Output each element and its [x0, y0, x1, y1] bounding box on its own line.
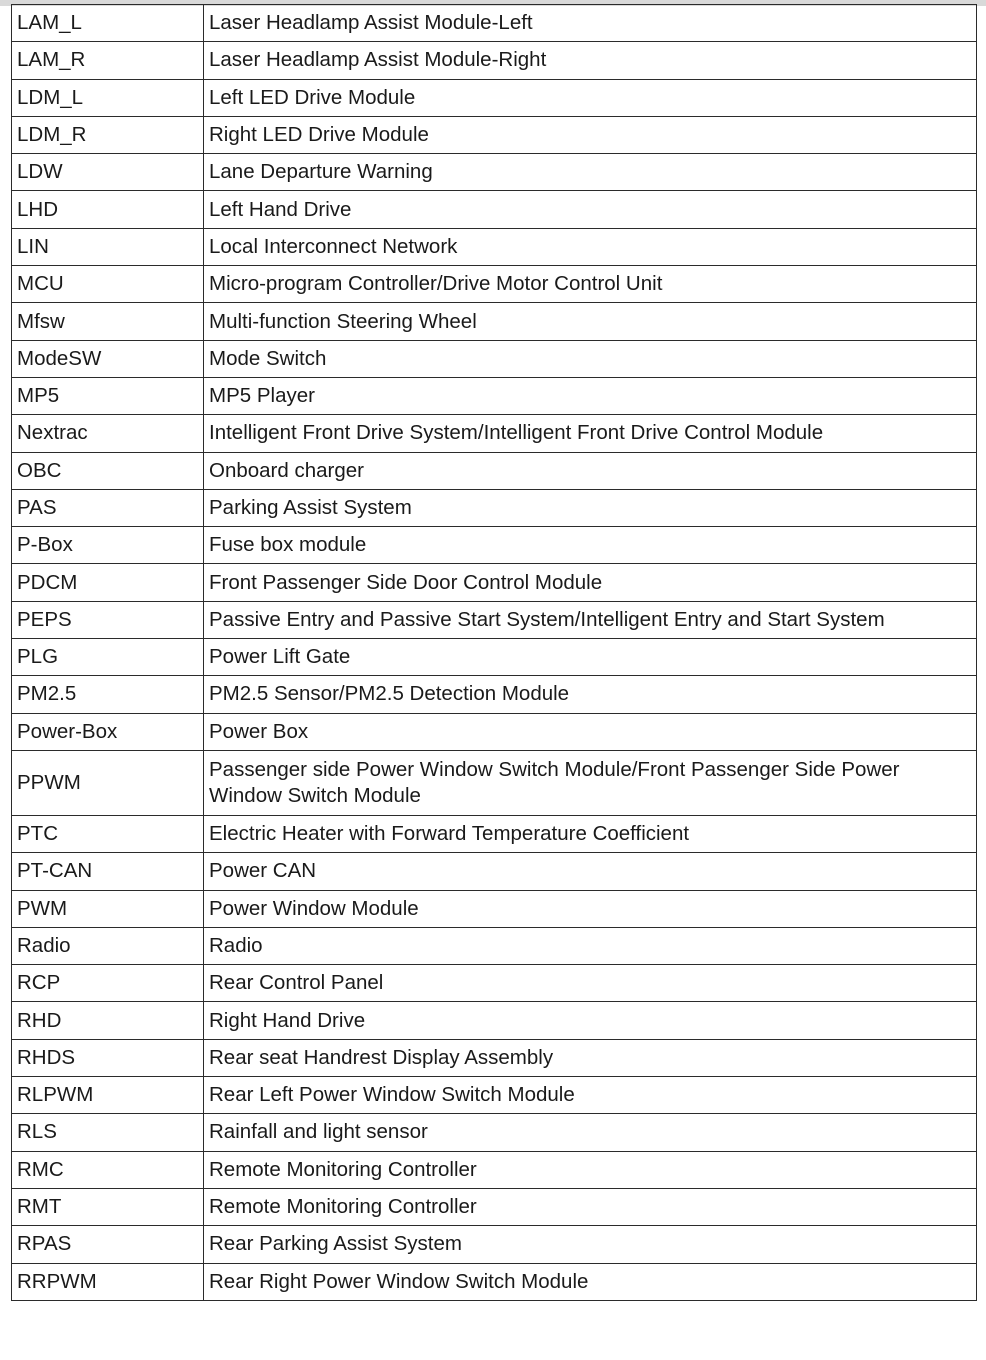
- table-row: [12, 1039, 977, 1076]
- abbreviation-cell: RRPWM: [12, 1263, 204, 1300]
- abbreviation-cell: LHD: [12, 191, 204, 228]
- description-cell: Rear Left Power Window Switch Module: [204, 1077, 977, 1114]
- description-cell: Parking Assist System: [204, 489, 977, 526]
- abbreviation-cell: Radio: [12, 927, 204, 964]
- table-row: [12, 750, 977, 815]
- description-cell: Electric Heater with Forward Temperature Coefficient: [204, 815, 977, 852]
- abbreviation-cell: LAM_R: [12, 42, 204, 79]
- table-row: [12, 303, 977, 340]
- description-cell: Right Hand Drive: [204, 1002, 977, 1039]
- abbreviation-table: [11, 4, 977, 1301]
- description-cell: Power Box: [204, 713, 977, 750]
- description-cell: Rear Parking Assist System: [204, 1226, 977, 1263]
- abbreviation-cell: PPWM: [12, 750, 204, 815]
- description-cell: Onboard charger: [204, 452, 977, 489]
- abbreviation-cell: RMT: [12, 1188, 204, 1225]
- abbreviation-cell: PT-CAN: [12, 853, 204, 890]
- abbreviation-cell: RCP: [12, 965, 204, 1002]
- description-cell: Power CAN: [204, 853, 977, 890]
- abbreviation-cell: RHD: [12, 1002, 204, 1039]
- description-cell: Rear seat Handrest Display Assembly: [204, 1039, 977, 1076]
- abbreviation-cell: RPAS: [12, 1226, 204, 1263]
- description-cell: Local Interconnect Network: [204, 228, 977, 265]
- abbreviation-cell: PEPS: [12, 601, 204, 638]
- table-row: [12, 1188, 977, 1225]
- abbreviation-cell: LIN: [12, 228, 204, 265]
- abbreviation-cell: PM2.5: [12, 676, 204, 713]
- description-cell: Passive Entry and Passive Start System/Intelligent Entry and Start System: [204, 601, 977, 638]
- abbreviation-cell: OBC: [12, 452, 204, 489]
- abbreviation-cell: RMC: [12, 1151, 204, 1188]
- description-cell: Rainfall and light sensor: [204, 1114, 977, 1151]
- abbreviation-cell: PLG: [12, 639, 204, 676]
- table-row: [12, 340, 977, 377]
- description-cell: Fuse box module: [204, 527, 977, 564]
- abbreviation-cell: MCU: [12, 266, 204, 303]
- table-row: [12, 191, 977, 228]
- table-row: [12, 1151, 977, 1188]
- table-row: [12, 1077, 977, 1114]
- description-cell: MP5 Player: [204, 377, 977, 414]
- description-cell: Radio: [204, 927, 977, 964]
- table-row: [12, 713, 977, 750]
- table-row: [12, 116, 977, 153]
- abbreviation-cell: Nextrac: [12, 415, 204, 452]
- description-cell: Lane Departure Warning: [204, 154, 977, 191]
- table-row: [12, 377, 977, 414]
- description-cell: Remote Monitoring Controller: [204, 1151, 977, 1188]
- table-row: [12, 527, 977, 564]
- description-cell: Rear Control Panel: [204, 965, 977, 1002]
- table-row: [12, 5, 977, 42]
- abbreviation-cell: RLPWM: [12, 1077, 204, 1114]
- table-row: [12, 890, 977, 927]
- table-row: [12, 676, 977, 713]
- table-row: [12, 927, 977, 964]
- abbreviation-cell: LAM_L: [12, 5, 204, 42]
- description-cell: Laser Headlamp Assist Module-Right: [204, 42, 977, 79]
- table-row: [12, 79, 977, 116]
- table-row: [12, 415, 977, 452]
- table-row: [12, 1002, 977, 1039]
- abbreviation-cell: Mfsw: [12, 303, 204, 340]
- table-row: [12, 1114, 977, 1151]
- abbreviation-cell: Power-Box: [12, 713, 204, 750]
- abbreviation-cell: PTC: [12, 815, 204, 852]
- abbreviation-table-body: [12, 5, 977, 1301]
- description-cell: Intelligent Front Drive System/Intelligent Front Drive Control Module: [204, 415, 977, 452]
- description-cell: PM2.5 Sensor/PM2.5 Detection Module: [204, 676, 977, 713]
- description-cell: Power Window Module: [204, 890, 977, 927]
- description-cell: Front Passenger Side Door Control Module: [204, 564, 977, 601]
- abbreviation-cell: P-Box: [12, 527, 204, 564]
- abbreviation-cell: LDM_L: [12, 79, 204, 116]
- table-row: [12, 228, 977, 265]
- description-cell: Mode Switch: [204, 340, 977, 377]
- abbreviation-cell: LDW: [12, 154, 204, 191]
- table-row: [12, 601, 977, 638]
- table-row: [12, 154, 977, 191]
- table-row: [12, 1226, 977, 1263]
- table-row: [12, 42, 977, 79]
- description-cell: Rear Right Power Window Switch Module: [204, 1263, 977, 1300]
- abbreviation-cell: RLS: [12, 1114, 204, 1151]
- table-row: [12, 965, 977, 1002]
- abbreviation-cell: PAS: [12, 489, 204, 526]
- table-row: [12, 1263, 977, 1300]
- table-row: [12, 815, 977, 852]
- table-row: [12, 266, 977, 303]
- table-row: [12, 639, 977, 676]
- abbreviation-cell: PWM: [12, 890, 204, 927]
- description-cell: Passenger side Power Window Switch Module/Front Passenger Side Power Window Switch Module: [204, 750, 977, 815]
- description-cell: Remote Monitoring Controller: [204, 1188, 977, 1225]
- description-cell: Left Hand Drive: [204, 191, 977, 228]
- abbreviation-cell: ModeSW: [12, 340, 204, 377]
- description-cell: Multi-function Steering Wheel: [204, 303, 977, 340]
- abbreviation-cell: RHDS: [12, 1039, 204, 1076]
- description-cell: Left LED Drive Module: [204, 79, 977, 116]
- abbreviation-cell: PDCM: [12, 564, 204, 601]
- description-cell: Right LED Drive Module: [204, 116, 977, 153]
- abbreviation-cell: LDM_R: [12, 116, 204, 153]
- table-row: [12, 452, 977, 489]
- table-row: [12, 564, 977, 601]
- description-cell: Power Lift Gate: [204, 639, 977, 676]
- description-cell: Laser Headlamp Assist Module-Left: [204, 5, 977, 42]
- abbreviation-cell: MP5: [12, 377, 204, 414]
- description-cell: Micro-program Controller/Drive Motor Control Unit: [204, 266, 977, 303]
- table-row: [12, 489, 977, 526]
- table-row: [12, 853, 977, 890]
